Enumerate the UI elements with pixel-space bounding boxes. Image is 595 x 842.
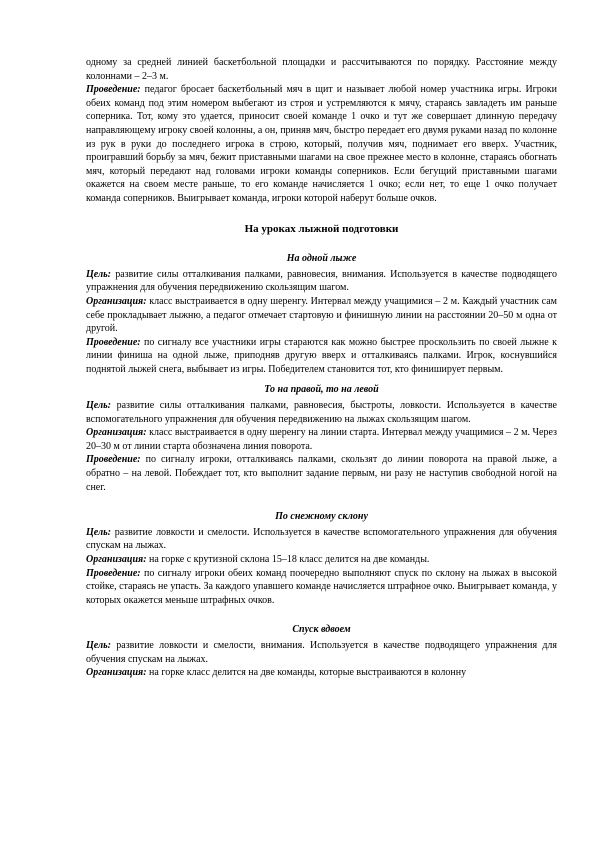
game-title: Спуск вдвоем <box>292 624 351 636</box>
game-goal <box>86 526 557 553</box>
game-organization <box>86 295 557 336</box>
game-procedure <box>86 453 557 494</box>
game-goal <box>86 399 557 426</box>
organization-label: Организация: <box>86 295 147 307</box>
game-organization <box>86 553 557 567</box>
procedure-text: педагог бросает баскетбольный мяч в щит и называет любой номер участника игры. Игроки обеих команд под этим номером выбегают из строя и устремляются к мячу, стараясь завладеть им раньше соперника. Тот, кому это удается, приносит своей команде 1 очко и тут же совершает длинную передачу направляющему игроку своей колонны, а он, приняв мяч, быстро передает его двумя руками назад по колонне из рук в руки до последнего игрока в строю, который, получив мяч, поднимает его вверх. Участник, проигравший борьбу за мяч, бежит приставными шагами на свое прежнее место в колонне, стараясь обогнать мяч, который передают над головами игроки команды соперников. Если бегущий приставными шагами окажется на своем месте раньше, то его команде начисляется 1 очко; если нет, то еще 1 очко получает команда соперников. Выигрывает команда, игроки которой наберут больше очков. <box>86 84 557 204</box>
goal-text: развитие силы отталкивания палками, равновесия, внимания. Используется в качестве подводящего упражнения для обучения передвижению скользящим шагом. <box>86 268 557 294</box>
section-title: На уроках лыжной подготовки <box>244 222 399 235</box>
organization-label: Организация: <box>86 667 147 679</box>
goal-text: развитие силы отталкивания палками, равновесия, быстроты, ловкости. Используется в качестве вспомогательного упражнения для обучения передвижению на лыжах скользящим шагом. <box>86 400 557 425</box>
procedure-label: Проведение: <box>86 84 141 96</box>
procedure-label: Проведение: <box>86 454 141 466</box>
goal-text: развитие ловкости и смелости, внимания. Используется в качестве подводящего упражнения для обучения спускам на лыжах. <box>86 639 557 665</box>
game-organization <box>86 426 557 453</box>
procedure-text: по сигналу все участники игры стараются как можно быстрее проскользить по своей лыжне к линии финиша на одной лыже, приподняв другую вверх и отталкиваясь палками. Игрок, коснувшийся поднятой лыжей снега, выбывает из игры. Победителем становится тот, кто финиширует первым. <box>86 336 557 375</box>
game-title: По снежному склону <box>275 511 368 523</box>
procedure-label: Проведение: <box>86 336 141 348</box>
goal-label: Цель: <box>86 526 111 538</box>
organization-text: на горке класс делится на две команды, которые выстраиваются в колонну <box>146 667 467 679</box>
game-title: На одной лыже <box>286 253 357 265</box>
game-procedure <box>86 567 557 608</box>
procedure-text: по сигналу игроки, отталкиваясь палками, скользят до линии поворота на правой лыже, а обратно – на левой. Побеждает тот, кто выполнит задание первым, ни разу не наступив свободной ногой на снег. <box>86 454 557 493</box>
game-title: То на правой, то на левой <box>264 384 379 396</box>
organization-label: Организация: <box>86 427 147 439</box>
game-goal <box>86 639 557 666</box>
intro-paragraph: одному за средней линией баскетбольной площадки и рассчитываются по порядку. Расстояние между колоннами – 2–3 м. <box>86 57 557 82</box>
goal-label: Цель: <box>86 268 111 280</box>
game-procedure <box>86 336 557 377</box>
intro-procedure-paragraph <box>86 83 557 205</box>
goal-label: Цель: <box>86 400 111 412</box>
organization-text: на горке с крутизной склона 15–18 класс делится на две команды. <box>146 554 430 565</box>
goal-label: Цель: <box>86 639 111 651</box>
game-goal <box>86 268 557 295</box>
procedure-label: Проведение: <box>86 567 141 579</box>
organization-label: Организация: <box>86 554 147 565</box>
procedure-text: по сигналу игроки обеих команд поочередно выполняют спуск по склону на лыжах в высокой стойке, стараясь не упасть. За каждого упавшего команде начисляется штрафное очко. Выигрывает команда, у которых окажется меньше штрафных очков. <box>86 567 557 606</box>
organization-text: класс выстраивается в одну шеренгу на линии старта. Интервал между учащимися – 2 м. Через 20–30 м от линии старта обозначена линия поворота. <box>86 427 557 452</box>
game-organization <box>86 666 557 680</box>
organization-text: класс выстраивается в одну шеренгу. Интервал между учащимися – 2 м. Каждый участник сам себе прокладывает лыжню, а педагог отмечает стартовую и финишную линии на расстоянии 20–50 м одна от другой. <box>86 295 557 335</box>
goal-text: развитие ловкости и смелости. Используется в качестве вспомогательного упражнения для обучения спускам на лыжах. <box>86 526 557 552</box>
